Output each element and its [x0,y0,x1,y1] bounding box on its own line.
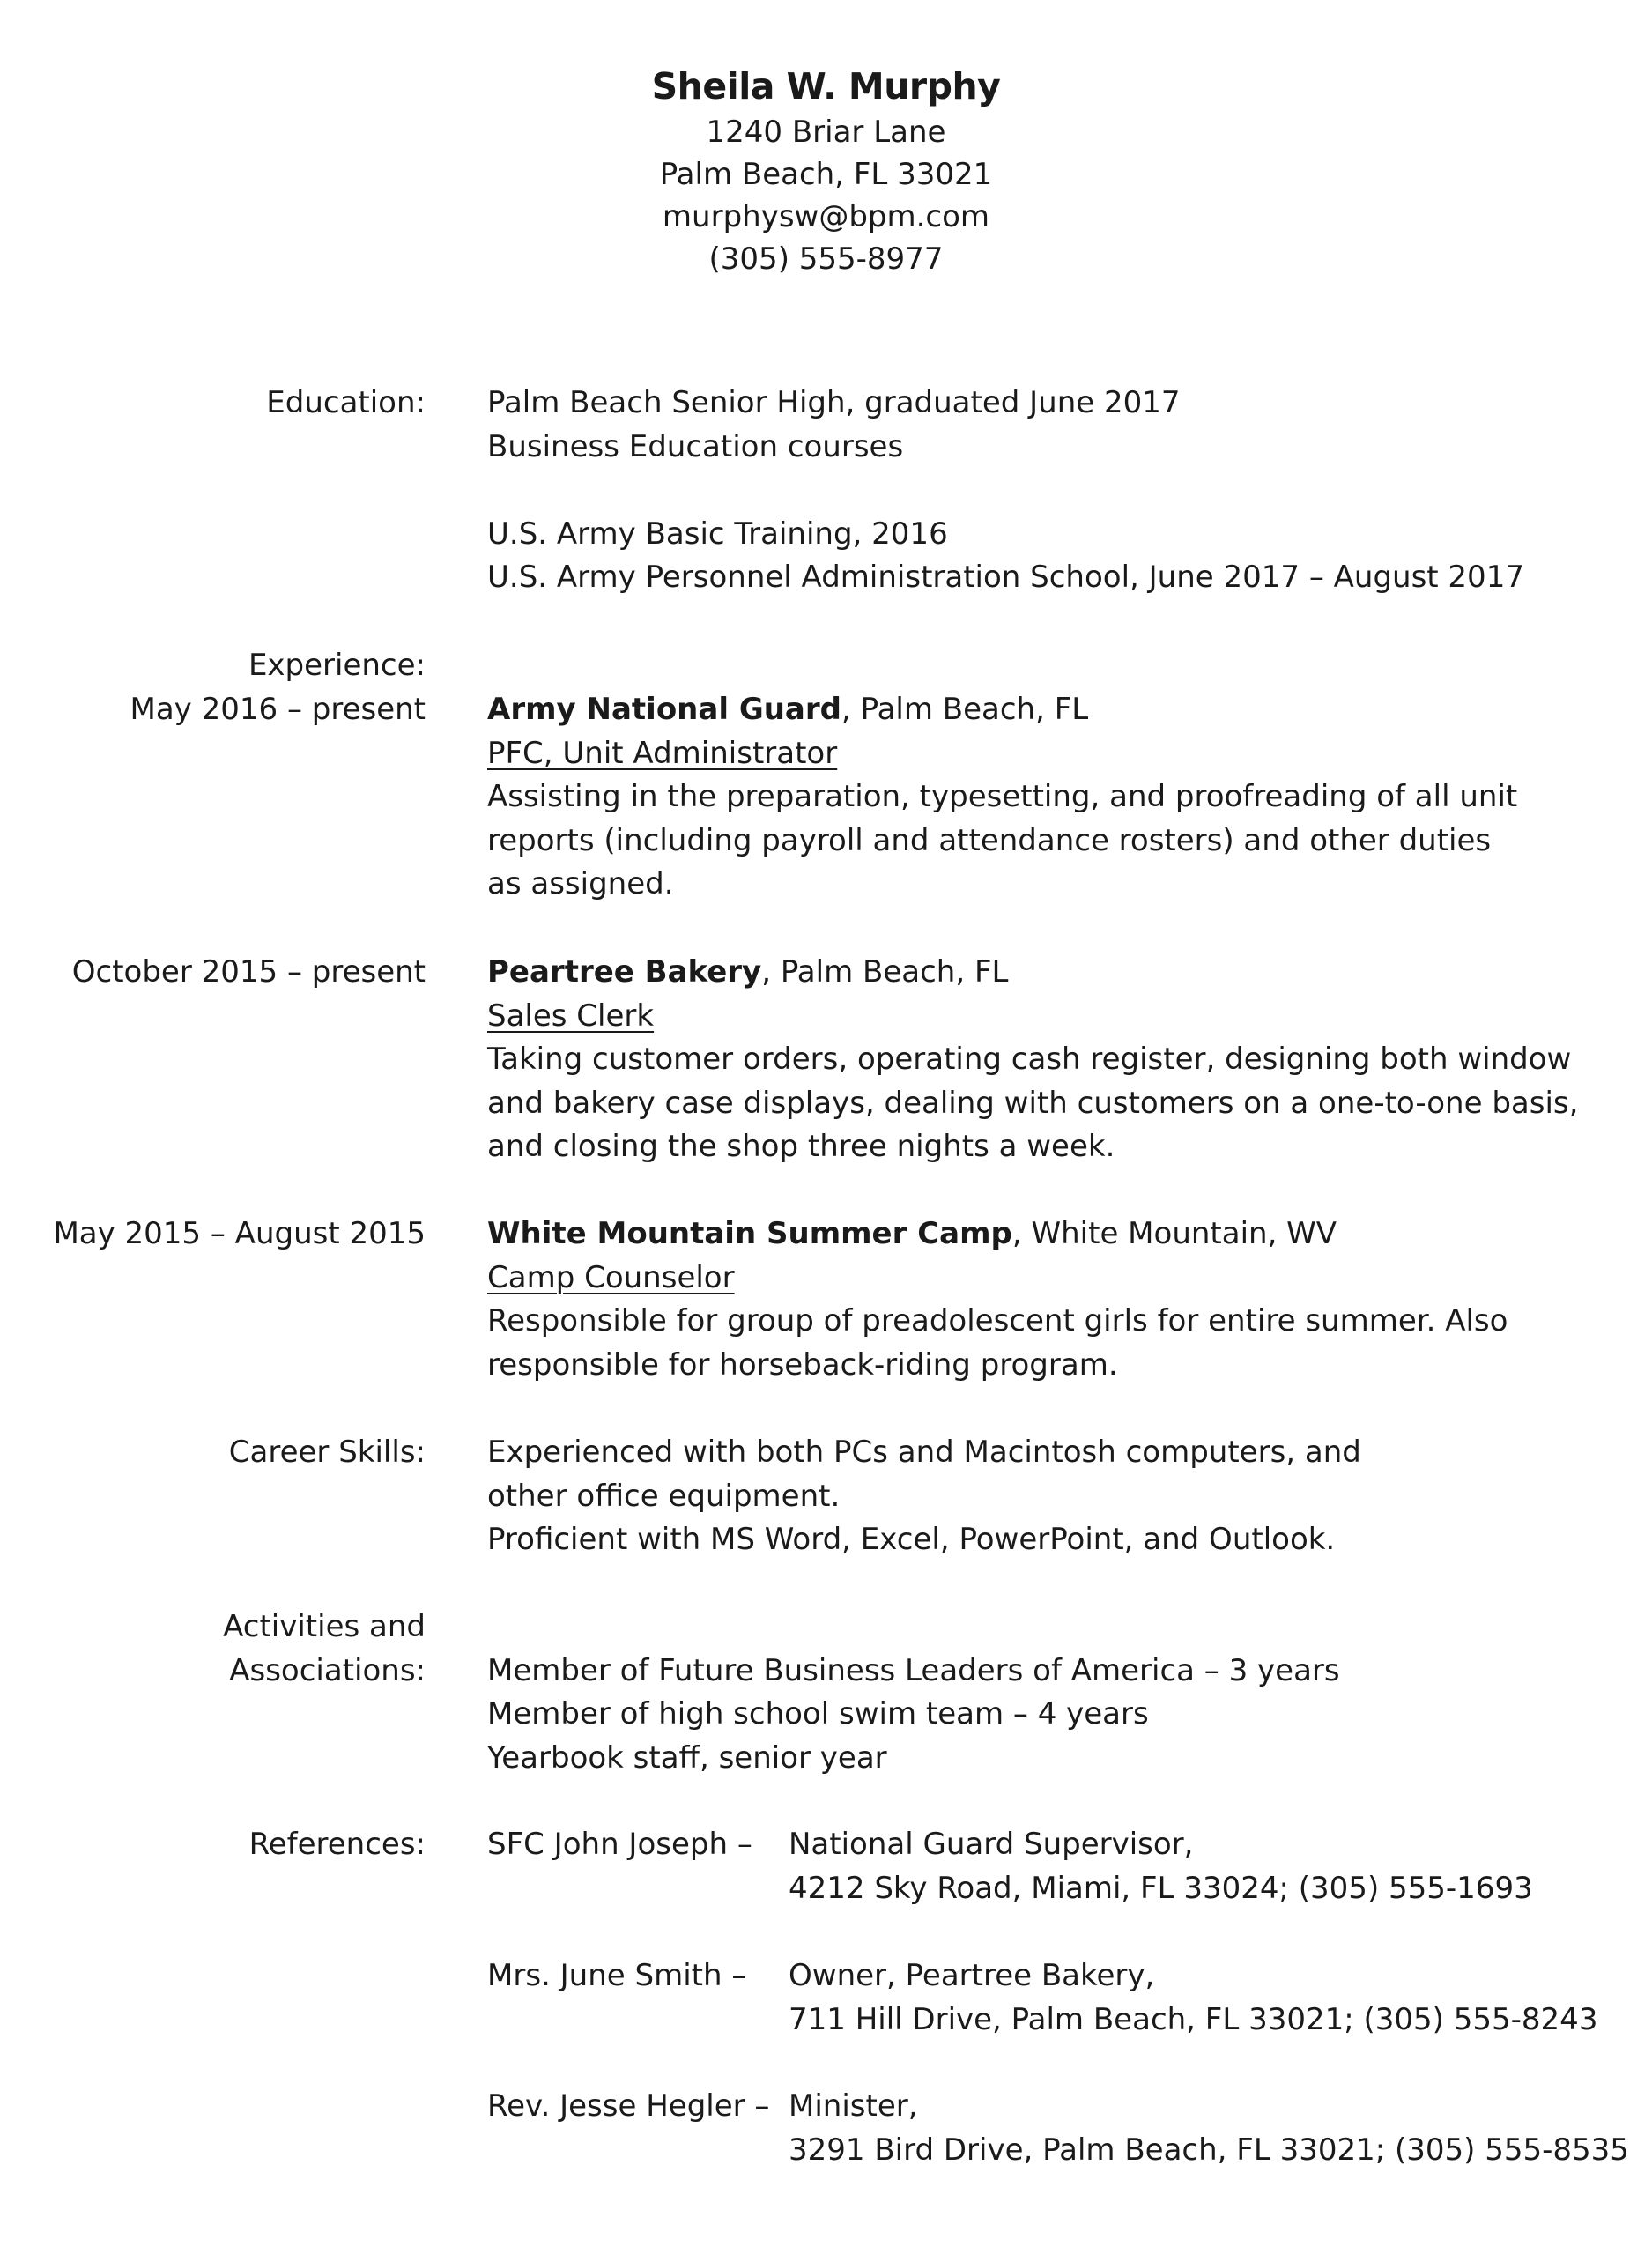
activity-line: Member of Future Business Leaders of America – 3 years [487,1652,1340,1688]
job-location: , White Mountain, WV [1011,1216,1337,1251]
reference-details [789,1823,1533,1910]
job-details [487,951,1578,1169]
skills-line: Experienced with both PCs and Macintosh computers, and [487,1435,1361,1470]
resume-header [0,62,1652,280]
skills-label: Career Skills: [228,1435,426,1470]
activities-label-line1: Activities and [223,1609,426,1644]
job-title-line [487,995,1578,1039]
job-title: PFC, Unit Administrator [487,735,838,771]
job-description-line: as assigned. [487,866,674,901]
reference-contact: 711 Hill Drive, Palm Beach, FL 33021; (305) 555-8243 [789,2001,1598,2037]
reference-name: Mrs. June Smith – [487,1958,747,1993]
education-line: Business Education courses [487,428,904,464]
job-dates: October 2015 – present [71,954,426,990]
job-description-line: Assisting in the preparation, typesetting, and proofreading of all unit [487,779,1518,814]
job-dates: May 2015 – August 2015 [53,1216,426,1251]
education-line: U.S. Army Personnel Administration School, June 2017 – August 2017 [487,560,1524,595]
reference-name: Rev. Jesse Hegler – [487,2088,770,2124]
job-employer: Army National Guard [487,692,841,727]
job-description-line: responsible for horseback-riding program. [487,1346,1118,1383]
job-details [487,1212,1508,1387]
education-content [487,382,1524,600]
reference-role: Owner, Peartree Bakery, [789,1958,1155,1993]
reference-contact: 4212 Sky Road, Miami, FL 33024; (305) 555-1693 [789,1870,1533,1906]
education-line: Palm Beach Senior High, graduated June 2017 [487,385,1181,420]
email-address: murphysw@bpm.com [662,199,990,234]
reference-role: National Guard Supervisor, [789,1827,1194,1862]
skills-line: other office equipment. [487,1478,841,1514]
job-dates: May 2016 – present [130,692,426,727]
job-title-line [487,1257,1508,1301]
job-location: , Palm Beach, FL [761,954,1009,990]
job-location: , Palm Beach, FL [841,692,1089,727]
skills-line: Proficient with MS Word, Excel, PowerPoint, and Outlook. [487,1522,1336,1557]
job-description-line: Responsible for group of preadolescent girls for entire summer. Also [487,1303,1508,1339]
job-employer-line [487,951,1578,995]
job-title-line [487,732,1517,776]
references-label: References: [248,1827,426,1862]
job-employer: White Mountain Summer Camp [487,1216,1012,1251]
education-line: U.S. Army Basic Training, 2016 [487,515,948,552]
education-label: Education: [266,385,426,420]
experience-label: Experience: [248,648,426,683]
job-title: Camp Counselor [487,1259,735,1295]
applicant-name: Sheila W. Murphy [651,65,1001,108]
reference-details [789,2085,1629,2172]
activities-content [487,1650,1340,1781]
activity-line: Member of high school swim team – 4 years [487,1696,1149,1732]
job-employer-line [487,1212,1508,1257]
job-description-line: and closing the shop three nights a week. [487,1129,1115,1164]
phone-number: (305) 555-8977 [708,241,944,277]
reference-role: Minister, [789,2088,918,2124]
activity-line: Yearbook staff, senior year [487,1739,887,1776]
reference-name: SFC John Joseph – [487,1827,752,1862]
job-employer: Peartree Bakery [487,954,762,990]
spacer [487,469,1524,513]
address-city: Palm Beach, FL 33021 [659,157,993,192]
job-description-line: reports (including payroll and attendance rosters) and other duties [487,822,1492,858]
job-details [487,688,1517,907]
job-employer-line [487,688,1517,732]
activities-label-line2: Associations: [229,1652,426,1688]
job-title: Sales Clerk [487,997,655,1034]
reference-details [789,1954,1597,2042]
job-description-line: Taking customer orders, operating cash register, designing both window [487,1042,1572,1077]
address-street: 1240 Briar Lane [706,115,946,150]
reference-contact: 3291 Bird Drive, Palm Beach, FL 33021; (305) 555-8535 [789,2132,1629,2168]
job-description-line: and bakery case displays, dealing with customers on a one-to-one basis, [487,1085,1579,1121]
skills-content [487,1431,1361,1562]
